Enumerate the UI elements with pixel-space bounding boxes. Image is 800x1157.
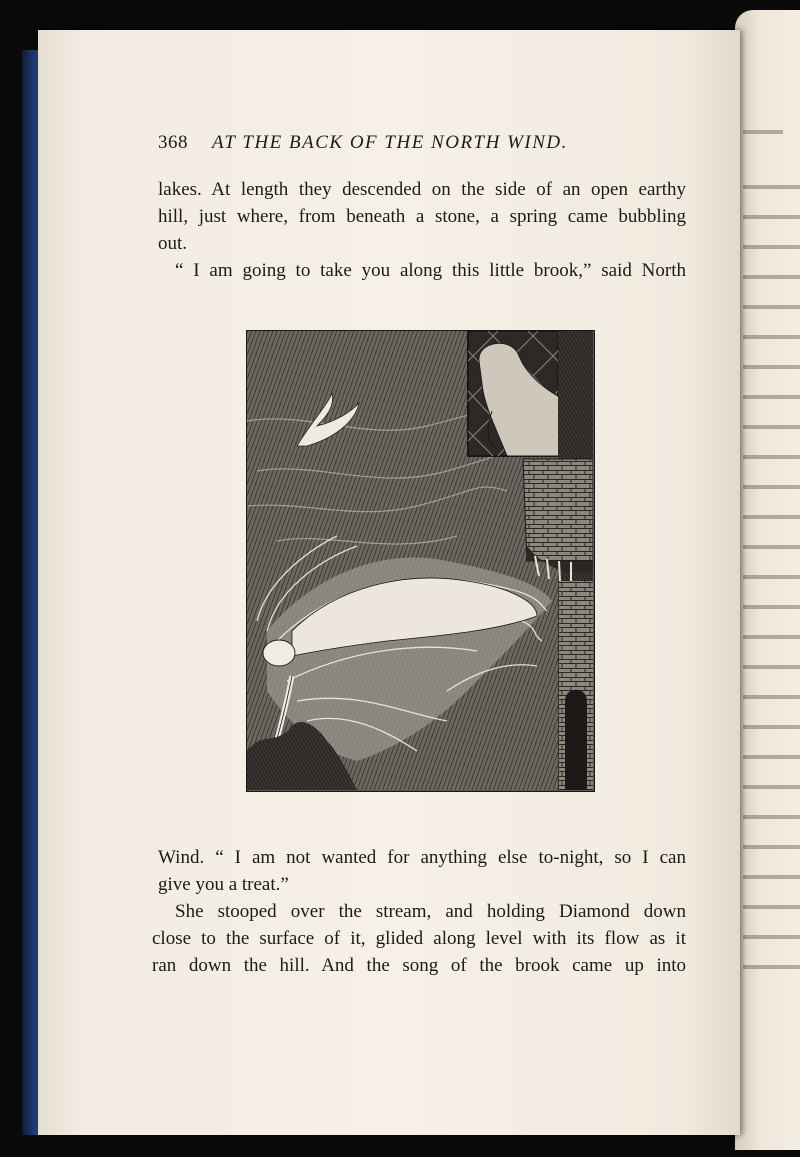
page-number: 368: [158, 132, 188, 153]
text-line: Wind. “ I am not wanted for anything else to-night, so I can: [158, 847, 686, 868]
text-line: ran down the hill. And the song of the brook came up into: [152, 955, 686, 976]
text-line: lakes. At length they descended on the side of an open earthy: [158, 179, 686, 200]
text-line: close to the surface of it, glided along level with its flow as it: [152, 928, 686, 949]
facing-page-edge: [735, 10, 800, 1150]
engraving-illustration: [246, 330, 595, 792]
text-line: out.: [158, 233, 188, 254]
running-header: [158, 132, 678, 158]
running-title: AT THE BACK OF THE NORTH WIND.: [212, 132, 568, 153]
text-line: hill, just where, from beneath a stone, a spring came bubbling: [158, 206, 686, 227]
text-line: give you a treat.”: [158, 874, 289, 895]
text-line: “ I am going to take you along this little brook,” said North: [175, 260, 686, 281]
text-line: She stooped over the stream, and holding Diamond down: [175, 901, 686, 922]
